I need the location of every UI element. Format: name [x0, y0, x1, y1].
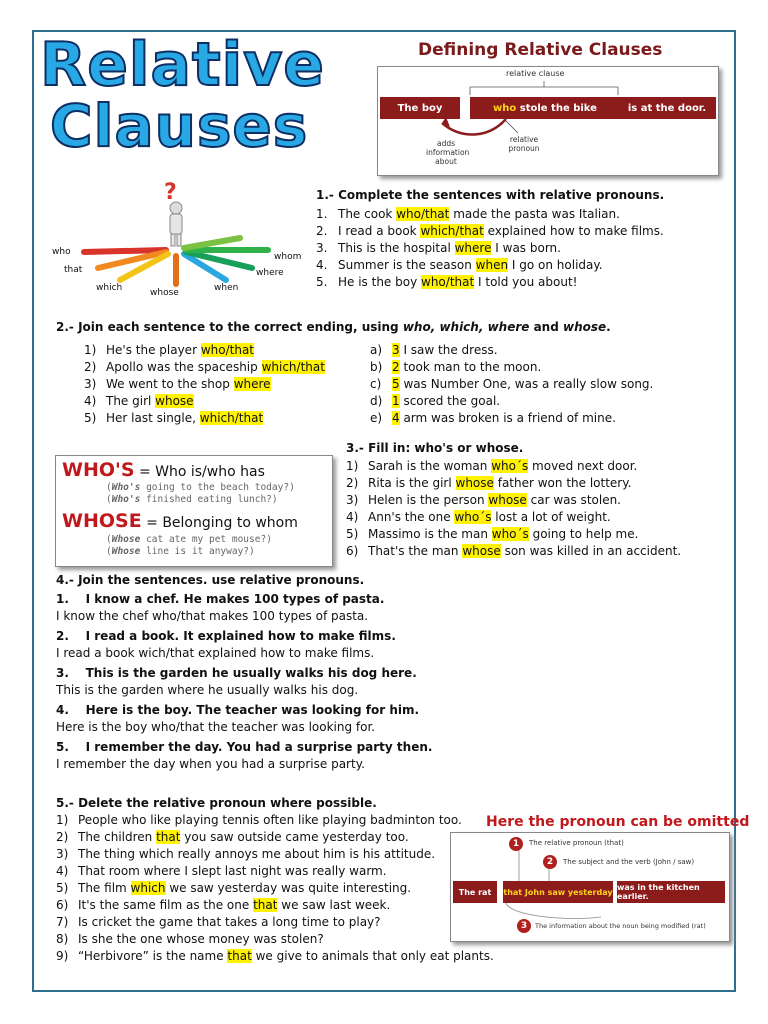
adds-info-label: adds information about: [426, 139, 470, 166]
omit-box-clause: that John saw yesterday: [503, 881, 613, 903]
whose-example-1: (Whose cat ate my pet mouse?): [106, 534, 272, 545]
defining-heading: Defining Relative Clauses: [418, 40, 663, 60]
relative-clause-label: relative clause: [506, 69, 565, 78]
ex4-question: 3. This is the garden he usually walks his dog here.: [56, 666, 417, 680]
omit-label-3: The information about the noun being modified (rat): [535, 922, 706, 930]
wheel-label-which: which: [96, 283, 123, 293]
list-item: c) 5 was Number One, was a really slow song.: [370, 377, 654, 391]
box-the-boy: The boy: [380, 97, 460, 119]
list-item: 3. This is the hospital where I was born.: [316, 241, 561, 255]
ex5-heading: 5.- Delete the relative pronoun where possible.: [56, 796, 377, 810]
relative-pronoun-label: relative pronoun: [508, 135, 540, 153]
ex4-heading: 4.- Join the sentences. use relative pronouns.: [56, 573, 365, 587]
figure-icon: [170, 202, 182, 246]
list-item: 8) Is she the one whose money was stolen?: [56, 932, 324, 946]
list-item: b) 2 took man to the moon.: [370, 360, 542, 374]
omit-box-the-rat: The rat: [453, 881, 497, 903]
list-item: 3) The thing which really annoys me about him is his attitude.: [56, 847, 436, 861]
wheel-label-who: who: [52, 247, 71, 257]
whos-whose-box: [55, 455, 333, 567]
list-item: 9) “Herbivore” is the name that we give to animals that only eat plants.: [56, 949, 494, 963]
ex4-list: [56, 591, 432, 773]
list-item: 3) Helen is the person whose car was stolen.: [346, 493, 621, 507]
omit-box-rest: was in the kitchen earlier.: [617, 881, 725, 903]
list-item: 5) Massimo is the man who´s going to help me.: [346, 527, 639, 541]
list-item: 1. The cook who/that made the pasta was Italian.: [316, 207, 620, 221]
box-is-at-door: is at the door.: [618, 97, 716, 119]
ex3-heading: 3.- Fill in: who's or whose.: [346, 441, 524, 455]
list-item: 7) Is cricket the game that takes a long time to play?: [56, 915, 381, 929]
list-item: 5) Her last single, which/that: [84, 411, 264, 425]
omit-marker-1: 1: [509, 837, 523, 851]
list-item: e) 4 arm was broken is a friend of mine.: [370, 411, 616, 425]
ex4-question: 2. I read a book. It explained how to make films.: [56, 629, 396, 643]
wheel-label-whom: whom: [274, 252, 302, 262]
omit-heading: Here the pronoun can be omitted: [486, 814, 750, 830]
omit-label-2: The subject and the verb (John / saw): [563, 858, 695, 866]
box-who-stole: who stole the bike: [470, 97, 620, 119]
title-line2: Clauses: [50, 92, 309, 160]
list-item: 2) The children that you saw outside came yesterday too.: [56, 830, 409, 844]
whose-definition: WHOSE = Belonging to whom: [62, 510, 298, 532]
title-line1: Relative: [40, 30, 326, 100]
defining-diagram: [377, 66, 719, 176]
ex4-question: 4. Here is the boy. The teacher was looking for him.: [56, 703, 420, 717]
ex2-right-list: [370, 342, 653, 427]
list-item: 4. Summer is the season when I go on holiday.: [316, 258, 603, 272]
whos-definition: WHO'S = Who is/who has: [62, 459, 265, 481]
omit-marker-3: 3: [517, 919, 531, 933]
whos-example-1: (Who's going to the beach today?): [106, 482, 295, 493]
ex5-list: [56, 812, 494, 965]
wheel-label-when: when: [214, 283, 239, 293]
ex4-answer: I read a book wich/that explained how to make films.: [56, 646, 375, 660]
wheel-label-whose: whose: [150, 288, 179, 298]
ex4-answer: I know the chef who/that makes 100 types of pasta.: [56, 609, 369, 623]
ex2-left-list: [84, 342, 325, 427]
list-item: 3) We went to the shop where: [84, 377, 271, 391]
list-item: a) 3 I saw the dress.: [370, 343, 498, 357]
ex1-list: [316, 206, 664, 291]
list-item: 6) It's the same film as the one that we saw last week.: [56, 898, 391, 912]
list-item: 2. I read a book which/that explained how to make films.: [316, 224, 664, 238]
ex4-answer: I remember the day when you had a surprise party.: [56, 757, 365, 771]
list-item: 4) Ann's the one who´s lost a lot of weight.: [346, 510, 611, 524]
list-item: 6) That's the man whose son was killed in an accident.: [346, 544, 682, 558]
omit-diagram: [450, 832, 730, 942]
list-item: 1) He's the player who/that: [84, 343, 255, 357]
ex1-heading: 1.- Complete the sentences with relative pronouns.: [316, 188, 665, 202]
ex4-question: 1. I know a chef. He makes 100 types of pasta.: [56, 592, 385, 606]
omit-label-1: The relative pronoun (that): [529, 839, 624, 847]
list-item: 1) People who like playing tennis often like playing badminton too.: [56, 813, 462, 827]
whos-example-2: (Who's finished eating lunch?): [106, 494, 278, 505]
question-mark-icon: ?: [164, 180, 177, 205]
ex4-answer: This is the garden where he usually walks his dog.: [56, 683, 359, 697]
list-item: 2) Apollo was the spaceship which/that: [84, 360, 325, 374]
ex2-heading: 2.- Join each sentence to the correct ending, using who, which, where and whose.: [56, 320, 611, 334]
list-item: 5. He is the boy who/that I told you about!: [316, 275, 578, 289]
list-item: 5) The film which we saw yesterday was quite interesting.: [56, 881, 412, 895]
list-item: 2) Rita is the girl whose father won the lottery.: [346, 476, 632, 490]
omit-marker-2: 2: [543, 855, 557, 869]
list-item: 4) The girl whose: [84, 394, 194, 408]
ex4-answer: Here is the boy who/that the teacher was looking for.: [56, 720, 376, 734]
ex4-question: 5. I remember the day. You had a surprise party then.: [56, 740, 433, 754]
wheel-label-where: where: [256, 268, 284, 278]
ex3-list: [346, 458, 681, 560]
wheel-label-that: that: [64, 265, 83, 275]
whose-example-2: (Whose line is it anyway?): [106, 546, 255, 557]
list-item: d) 1 scored the goal.: [370, 394, 501, 408]
list-item: 4) That room where I slept last night was really warm.: [56, 864, 387, 878]
list-item: 1) Sarah is the woman who´s moved next door.: [346, 459, 638, 473]
